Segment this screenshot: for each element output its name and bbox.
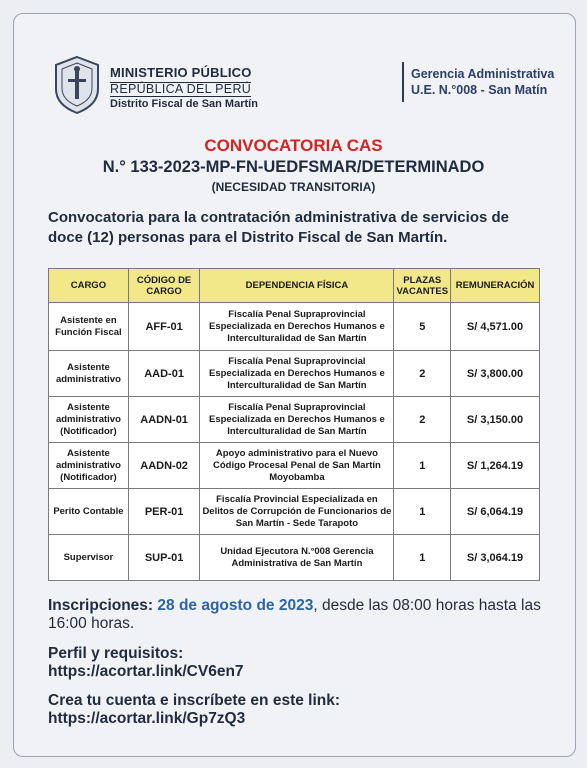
- convocatoria-type: (NECESIDAD TRANSITORIA): [211, 180, 376, 194]
- cell-plazas: 2: [394, 351, 451, 397]
- cell-cargo: Supervisor: [49, 535, 129, 581]
- cell-codigo: AAD-01: [128, 351, 200, 397]
- cell-plazas: 2: [394, 397, 451, 443]
- cell-codigo: PER-01: [128, 489, 200, 535]
- cell-cargo: Asistente administrativo (Notificador): [49, 443, 129, 489]
- cell-dependencia: Fiscalía Penal Supraprovincial Especializada en Derechos Humanos e Interculturalidad de San Martín: [200, 397, 394, 443]
- inscripciones-hours: , desde las 08:00 horas hasta las 16:00 horas.: [48, 597, 541, 632]
- header-remuneracion: REMUNERACIÓN: [451, 269, 540, 303]
- table-row: [49, 303, 540, 351]
- perfil-block: [48, 645, 244, 681]
- cell-remuneracion: S/ 1,264.19: [451, 443, 540, 489]
- cell-remuneracion: S/ 4,571.00: [451, 303, 540, 351]
- table-row: [49, 535, 540, 581]
- gerencia-line1: Gerencia Administrativa: [411, 67, 555, 81]
- header-cargo: CARGO: [49, 269, 129, 303]
- header-divider: [402, 62, 404, 102]
- crea-label: Crea tu cuenta e inscríbete en este link:: [48, 692, 341, 709]
- district-name: Distrito Fiscal de San Martín: [110, 98, 258, 110]
- convocatoria-number: N.° 133-2023-MP-FN-UEDFSMAR/DETERMINADO: [102, 158, 485, 176]
- cell-plazas: 1: [394, 489, 451, 535]
- inscripciones-text: [48, 597, 548, 633]
- cell-dependencia: Fiscalía Penal Supraprovincial Especializada en Derechos Humanos e Interculturalidad de San Martín: [200, 351, 394, 397]
- cell-cargo: Asistente administrativo (Notificador): [49, 397, 129, 443]
- cell-cargo: Asistente administrativo: [49, 351, 129, 397]
- ministry-name: MINISTERIO PÚBLICO: [110, 65, 252, 80]
- cell-plazas: 1: [394, 443, 451, 489]
- cell-dependencia: Unidad Ejecutora N.°008 Gerencia Administrativa de San Martín: [200, 535, 394, 581]
- cell-remuneracion: S/ 6,064.19: [451, 489, 540, 535]
- perfil-label: Perfil y requisitos:: [48, 645, 184, 662]
- cell-dependencia: Apoyo administrativo para el Nuevo Código Procesal Penal de San Martín Moyobamba: [200, 443, 394, 489]
- cell-cargo: Asistente en Función Fiscal: [49, 303, 129, 351]
- table-row: [49, 351, 540, 397]
- cell-remuneracion: S/ 3,150.00: [451, 397, 540, 443]
- gerencia-line2: U.E. N.°008 - San Matín: [411, 83, 548, 97]
- convocatoria-title: CONVOCATORIA CAS: [204, 136, 383, 155]
- perfil-link[interactable]: https://acortar.link/CV6en7: [48, 663, 244, 680]
- cell-remuneracion: S/ 3,064.19: [451, 535, 540, 581]
- cell-cargo: Perito Contable: [49, 489, 129, 535]
- table-row: [49, 489, 540, 535]
- inscripciones-label: Inscripciones:: [48, 597, 154, 614]
- cell-codigo: AADN-01: [128, 397, 200, 443]
- cell-remuneracion: S/ 3,800.00: [451, 351, 540, 397]
- cell-codigo: AFF-01: [128, 303, 200, 351]
- header-codigo: CÓDIGO DE CARGO: [128, 269, 200, 303]
- gerencia-block: [411, 66, 554, 98]
- table-row: [49, 443, 540, 489]
- crea-link[interactable]: https://acortar.link/Gp7zQ3: [48, 710, 246, 727]
- header-dependencia: DEPENDENCIA FÍSICA: [200, 269, 394, 303]
- intro-text: Convocatoria para la contratación administrativa de servicios de doce (12) personas para el Distrito Fiscal de San Martín.: [48, 209, 509, 246]
- positions-table: [48, 268, 540, 581]
- republic-name: REPÚBLICA DEL PERÚ: [110, 82, 252, 96]
- header-plazas: PLAZAS VACANTES: [394, 269, 451, 303]
- cell-plazas: 1: [394, 535, 451, 581]
- table-row: [49, 397, 540, 443]
- institution-block: [110, 66, 258, 111]
- cell-codigo: SUP-01: [128, 535, 200, 581]
- cell-dependencia: Fiscalía Provincial Especializada en Delitos de Corrupción de Funcionarios de San Martín - Sede Tarapoto: [200, 489, 394, 535]
- inscripciones-date: 28 de agosto de 2023: [157, 597, 314, 614]
- table-header-row: [49, 269, 540, 303]
- cell-codigo: AADN-02: [128, 443, 200, 489]
- cell-dependencia: Fiscalía Penal Supraprovincial Especializada en Derechos Humanos e Interculturalidad de San Martín: [200, 303, 394, 351]
- ministry-seal-icon: [52, 55, 102, 115]
- crea-block: [48, 692, 340, 728]
- cell-plazas: 5: [394, 303, 451, 351]
